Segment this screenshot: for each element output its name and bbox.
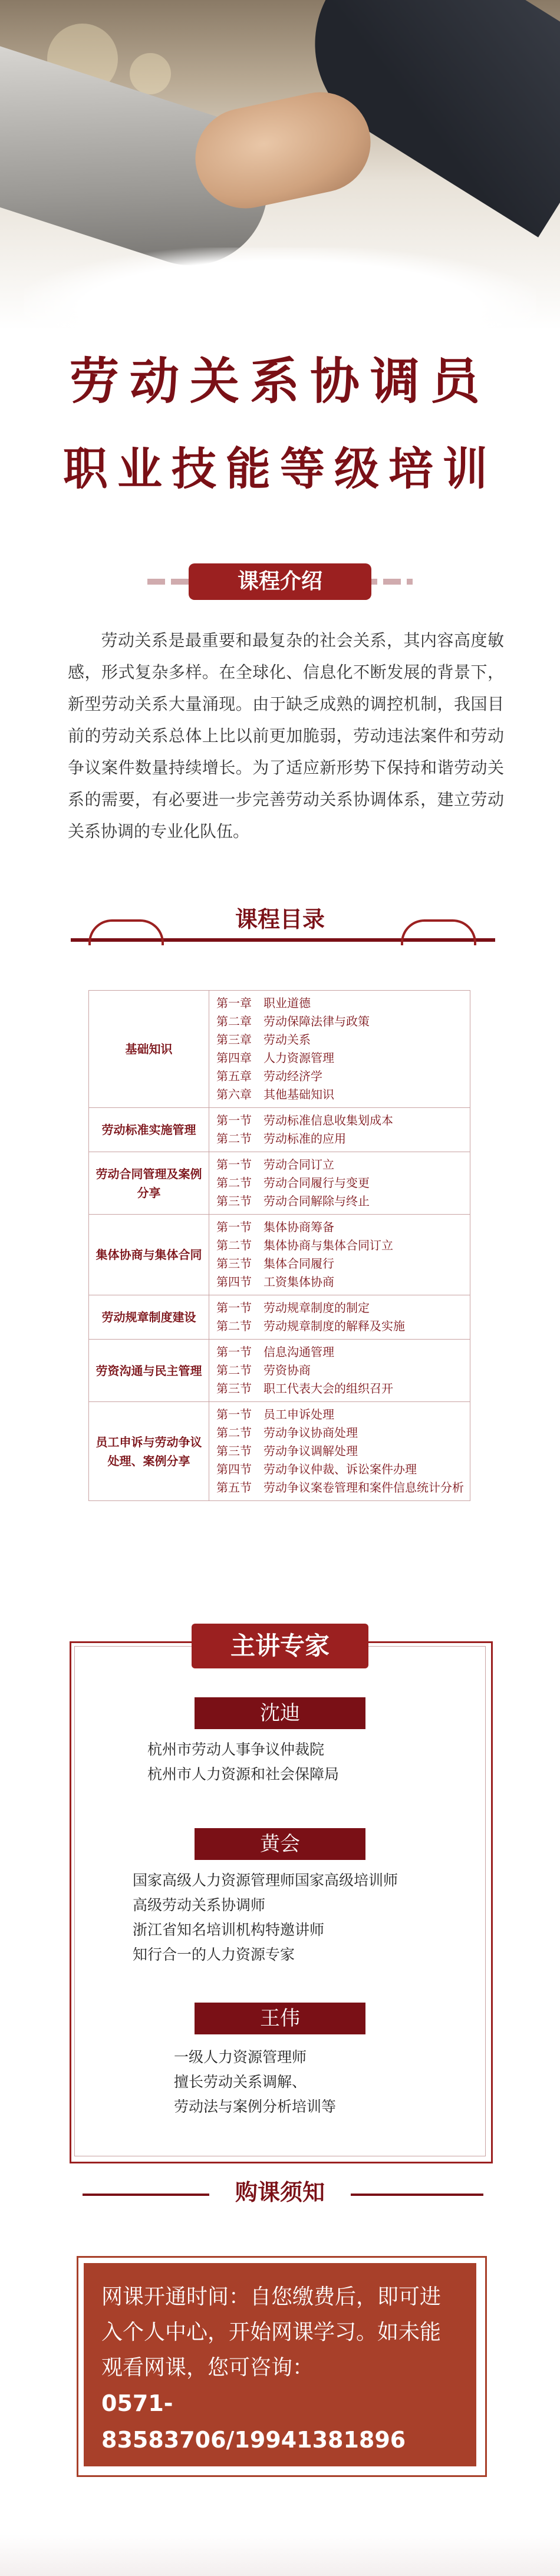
expert-desc-line: 擅长劳动关系调解、 (174, 2073, 307, 2090)
expert-name: 沈迪 (195, 1697, 365, 1729)
chapter-item: 第一节 员工申诉处理 (216, 1407, 334, 1421)
chapter-list (209, 1402, 470, 1501)
chapter-item: 第二节 劳动争议协商处理 (216, 1426, 358, 1440)
module-name: 劳动合同管理及案例分享 (89, 1152, 209, 1215)
module-name: 员工申诉与劳动争议处理、案例分享 (89, 1402, 209, 1501)
chapter-item: 第二节 劳动合同履行与变更 (216, 1176, 370, 1190)
expert-desc (147, 1737, 339, 1787)
experts-heading: 主讲专家 (192, 1624, 368, 1668)
chapter-list (209, 1152, 470, 1215)
contact-phone: 0571-83583706/19941381896 (101, 2390, 406, 2453)
chapter-list (209, 1295, 470, 1340)
expert-name: 王伟 (195, 2003, 365, 2034)
expert-desc-line: 高级劳动关系协调师 (133, 1896, 266, 1914)
chapter-item: 第二章 劳动保障法律与政策 (216, 1014, 370, 1028)
module-name: 集体协商与集体合同 (89, 1215, 209, 1295)
chapter-item: 第三节 职工代表大会的组织召开 (216, 1381, 393, 1396)
chapter-item: 第一节 劳动合同订立 (216, 1157, 334, 1172)
expert-desc-line: 国家高级人力资源管理师国家高级培训师 (133, 1872, 398, 1889)
expert-desc-line: 劳动法与案例分析培训等 (174, 2098, 337, 2115)
notice-body: 网课开通时间：自您缴费后，即可进入个人中心，开始网课学习。如未能观看网课，您可咨询： (101, 2285, 442, 2380)
intro-text: 劳动关系是最重要和最复杂的社会关系，其内容高度敏感，形式复杂多样。在全球化、信息化不断发展的背景下，新型劳动关系大量涌现。由于缺乏成熟的调控机制，我国目前的劳动关系总体上比以前更加脆弱，劳动违法案件和劳动争议案件数量持续增长。为了适应新形势下保持和谐劳动关系的需要，有必要进一步完善劳动关系协调体系，建立劳动关系协调的专业化队伍。 (68, 631, 504, 841)
chapter-item: 第三节 劳动合同解除与终止 (216, 1194, 370, 1208)
footer-fade (0, 2534, 560, 2576)
table-row (89, 1295, 470, 1340)
expert-desc-line: 一级人力资源管理师 (174, 2049, 307, 2066)
table-row (89, 1402, 470, 1501)
chapter-item: 第一节 劳动标准信息收集划成本 (216, 1113, 393, 1127)
chapter-item: 第二节 集体协商与集体合同订立 (216, 1238, 393, 1252)
intro-heading: 课程介绍 (189, 563, 371, 600)
cloud-ornament-left (88, 919, 164, 945)
chapter-item: 第三章 劳动关系 (216, 1033, 311, 1047)
chapter-item: 第四节 工资集体协商 (216, 1275, 334, 1289)
main-title: 劳动关系协调员 (69, 352, 490, 410)
chapter-item: 第二节 劳资协商 (216, 1363, 311, 1377)
chapter-item: 第四章 人力资源管理 (216, 1051, 334, 1065)
catalog-heading: 课程目录 (212, 902, 348, 937)
chapter-item: 第一节 集体协商筹备 (216, 1220, 334, 1234)
course-catalog-table (88, 990, 470, 1501)
expert-desc-line: 杭州市人力资源和社会保障局 (147, 1766, 340, 1783)
sub-title: 职业技能等级培训 (63, 443, 497, 495)
expert-desc-line: 浙江省知名培训机构特邀讲师 (133, 1921, 325, 1938)
chapter-item: 第三节 劳动争议调解处理 (216, 1444, 358, 1458)
chapter-item: 第一章 职业道德 (216, 996, 311, 1010)
module-name: 劳资沟通与民主管理 (89, 1340, 209, 1402)
expert-desc (174, 2045, 336, 2119)
notice-heading: 购课须知 (209, 2175, 351, 2210)
chapter-item: 第五节 劳动争议案卷管理和案件信息统计分析 (216, 1480, 464, 1495)
chapter-item: 第一节 信息沟通管理 (216, 1345, 334, 1359)
chapter-list (209, 1215, 470, 1295)
cloud-ornament-right (401, 919, 476, 945)
module-name: 劳动规章制度建设 (89, 1295, 209, 1340)
expert-desc-line: 知行合一的人力资源专家 (133, 1946, 295, 1963)
expert-desc (133, 1868, 398, 1967)
expert-name: 黄会 (195, 1828, 365, 1860)
chapter-item: 第六章 其他基础知识 (216, 1087, 334, 1101)
table-row (89, 1152, 470, 1215)
table-row (89, 1340, 470, 1402)
chapter-list (209, 991, 470, 1108)
chapter-item: 第二节 劳动规章制度的解释及实施 (216, 1319, 405, 1333)
chapter-item: 第一节 劳动规章制度的制定 (216, 1301, 370, 1315)
table-row (89, 1108, 470, 1152)
notice-text (101, 2280, 461, 2459)
hero-handshake-image (0, 0, 560, 330)
chapter-item: 第五章 劳动经济学 (216, 1069, 322, 1083)
chapter-item: 第二节 劳动标准的应用 (216, 1132, 346, 1146)
table-row (89, 991, 470, 1108)
chapter-list (209, 1340, 470, 1402)
expert-desc-line: 杭州市劳动人事争议仲裁院 (147, 1741, 325, 1758)
module-name: 基础知识 (89, 991, 209, 1108)
chapter-list (209, 1108, 470, 1152)
module-name: 劳动标准实施管理 (89, 1108, 209, 1152)
table-row (89, 1215, 470, 1295)
chapter-item: 第三节 集体合同履行 (216, 1256, 334, 1271)
chapter-item: 第四节 劳动争议仲裁、诉讼案件办理 (216, 1462, 417, 1476)
